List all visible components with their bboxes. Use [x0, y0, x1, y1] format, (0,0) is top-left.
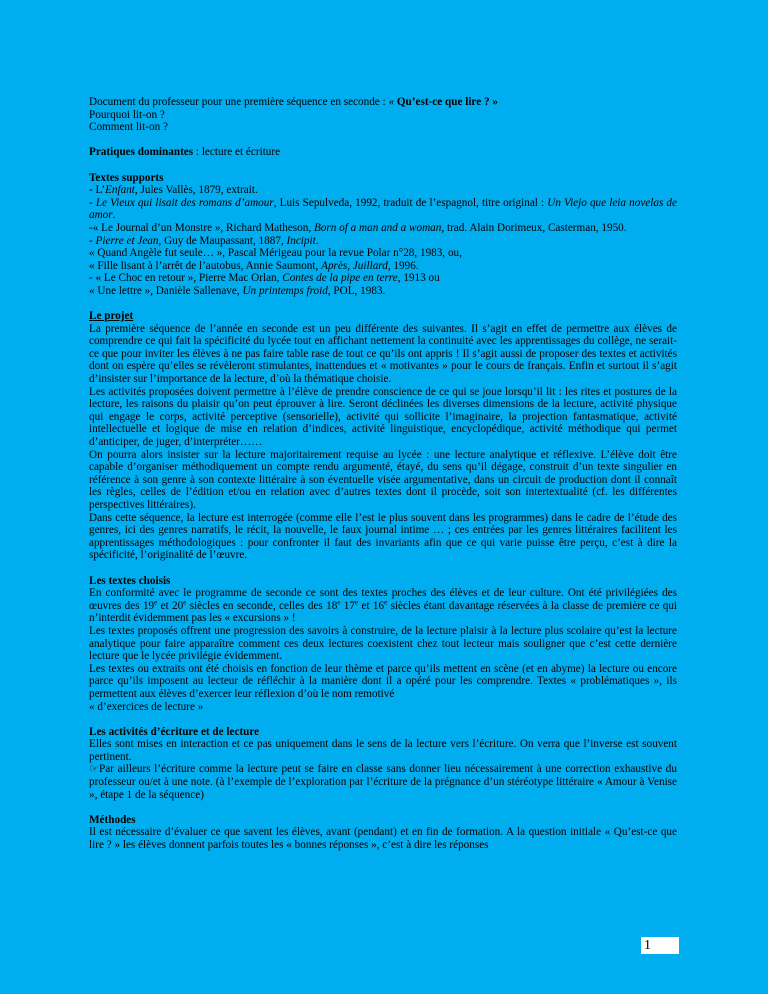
projet-heading: Le projet [89, 310, 134, 323]
textes-supports-heading: Textes supports [89, 171, 164, 184]
projet-paragraph-3: On pourra alors insister sur la lecture majoritairement requise au lycée : une lecture analytique et réflexive. L’élève doit être capable d’organiser méthodiquement un compte rendu argumenté, étayé, du sens qu’il dégage, construit d’un texte singulier en référence à son genre à son contexte littéraire à son éventuelle visée argumentative, dans un circuit de production dont il connaît les règles, celles de l’édition et/ou en relation avec d’autres textes dont il procède, soit son intertextualité (cf. les différentes perspectives littéraires). [89, 448, 677, 511]
activites-paragraph-1: Elles sont mises en interaction et ce pas uniquement dans le sens de la lecture vers l’écriture. On verra que l’inverse est souvent pertinent. [89, 738, 677, 763]
text-item-lettre: « Une lettre », Danièle Sallenave, Un printemps froid, POL, 1983. [89, 284, 386, 297]
choisis-paragraph-4: « d’exercices de lecture » [89, 700, 204, 713]
text-item-vieux: - Le Vieux qui lisait des romans d’amour, Luis Sepulveda, 1992, traduit de l’espagnol, titre original : Un Viejo que leia novelas de amor. [89, 196, 677, 222]
page-number: 1 [641, 937, 679, 954]
document-body [89, 96, 677, 864]
textes-choisis-heading: Les textes choisis [89, 574, 171, 587]
choisis-paragraph-2: Les textes proposés offrent une progression des savoirs à construire, de la lecture plaisir à la lecture plus scolaire qu’est la lecture analytique pour faire apparaître comment ces deux lectures coexistent chez tout lecteur mais souligner que c’est cette dernière lecture que le lycée privilégie évidemment. [89, 624, 677, 663]
pratiques-block [89, 146, 677, 159]
text-item-enfant: - L’Enfant, Jules Vallès, 1879, extrait. [89, 184, 258, 197]
methodes-heading: Méthodes [89, 813, 136, 826]
choisis-paragraph-3: Les textes ou extraits ont été choisis en fonction de leur thème et parce qu’ils mettent en scène (et en abyme) la lecture ou encore parce qu’ils imposent au lecteur de réfléchir à la manière dont il a opéré pour les comprendre. Textes « problématiques », ils permettent aux élèves d’exercer leur réflexion d’où le nom remotivé [89, 662, 677, 700]
document-title-line [89, 96, 677, 109]
textes-supports-section [89, 172, 677, 298]
activites-heading: Les activités d’écriture et de lecture [89, 725, 260, 738]
text-item-journal-monstre: -« Le Journal d’un Monstre », Richard Matheson, Born of a man and a woman, trad. Alain Dorimeux, Casterman, 1950. [89, 221, 627, 234]
pratiques-value: : lecture et écriture [193, 146, 281, 159]
text-item-angele: « Quand Angèle fut seule… », Pascal Mérigeau pour la revue Polar n°28, 1983, ou, [89, 247, 462, 260]
pratiques-line [89, 146, 677, 159]
methodes-paragraph-1: Il est nécessaire d’évaluer ce que savent les élèves, avant (pendant) et en fin de formation. A la question initiale « Qu’est-ce que lire ? » les élèves donnent parfois toutes les « bonnes réponses », c’est à dire les réponses [89, 826, 677, 852]
choisis-paragraph-1: En conformité avec le programme de seconde ce sont des textes proches des élèves et de leur culture. Ont été privilégiées des œuvres des 19e et 20e siècles en seconde, celles des 18e 17e et 16e siècles étant davantage réservées à la classe de première ce qui n’interdit évidemment pas les « excursions » ! [89, 587, 678, 625]
projet-paragraph-1: La première séquence de l’année en seconde est un peu différente des suivantes. Il s’agit en effet de permettre aux élèves de comprendre ce qui fait la spécificité du lycée tout en affichant nettement la continuité avec les apprentissages du collège, ne serait-ce que pour inviter les élèves à ne pas faire table rase de tout ce qu’ils ont appris ! Il s’agit aussi de proposer des textes et activités dont on espère qu’elles se révèleront stimulantes, inattendues et « motivantes » pour le cours de français. Enfin et surtout il s’agit d’insister sur l’importance de la lecture, d’où la thématique choisie. [89, 322, 677, 386]
textes-choisis-section [89, 575, 677, 714]
title-intro: Document du professeur pour une première séquence en seconde : « [89, 96, 397, 108]
text-item-pierre-jean: - Pierre et Jean, Guy de Maupassant, 1887, Incipit. [89, 234, 319, 247]
projet-paragraph-4: Dans cette séquence, la lecture est interrogée (comme elle l’est le plus souvent dans les programmes) dans le cadre de l’étude des genres, ici des genres narratifs, le récit, la nouvelle, le faux journal intime … ; ces entrées par les genres littéraires facilitent les apprentissages méthodologiques : pour confronter il faut des invariants afin que ce qui varie puisse être perçu, c’est à dire la spécificité, l’originalité de l’œuvre. [89, 511, 677, 562]
methodes-section [89, 814, 677, 852]
projet-paragraph-2: Les activités proposées doivent permettre à l’élève de prendre conscience de ce qui se joue lorsqu’il lit : les rites et postures de la lecture, les raisons du plaisir qu’on peut éprouver à lire. Seront déclinées les diverses dimensions de la lecture, activité physique qui engage le corps, activité perceptive (sensorielle), activité qui sollicite l’imaginaire, la projection fantasmatique, activité intellectuelle et logique de mise en relation d’indices, activité linguistique, encyclopédique, activité méthodique qui permet d’anticiper, de juger, d’interpréter…… [89, 385, 677, 449]
question-why: Pourquoi lit-on ? [89, 108, 165, 121]
text-item-fille-lisant: « Fille lisant à l’arrêt de l’autobus, Annie Saumont, Après, Juillard, 1996. [89, 259, 419, 272]
projet-section [89, 310, 677, 562]
question-how: Comment lit-on ? [89, 121, 168, 134]
activites-paragraph-2: ☞Par ailleurs l’écriture comme la lecture peut se faire en classe sans donner lieu nécessairement à une correction exhaustive du professeur ou/et à une note. (à l’exemple de l’exploration par l’écriture de la prégnance d’un stéréotype littéraire « Amour à Venise », étape 1 de la séquence) [89, 763, 677, 801]
activites-section [89, 726, 677, 802]
sequence-title: Qu’est-ce que lire ? » [396, 96, 498, 108]
text-item-choc-retour: - « Le Choc en retour », Pierre Mac Orlan, Contes de la pipe en terre, 1913 ou [89, 272, 440, 285]
header-block [89, 96, 677, 134]
pratiques-label: Pratiques dominantes [89, 146, 194, 159]
